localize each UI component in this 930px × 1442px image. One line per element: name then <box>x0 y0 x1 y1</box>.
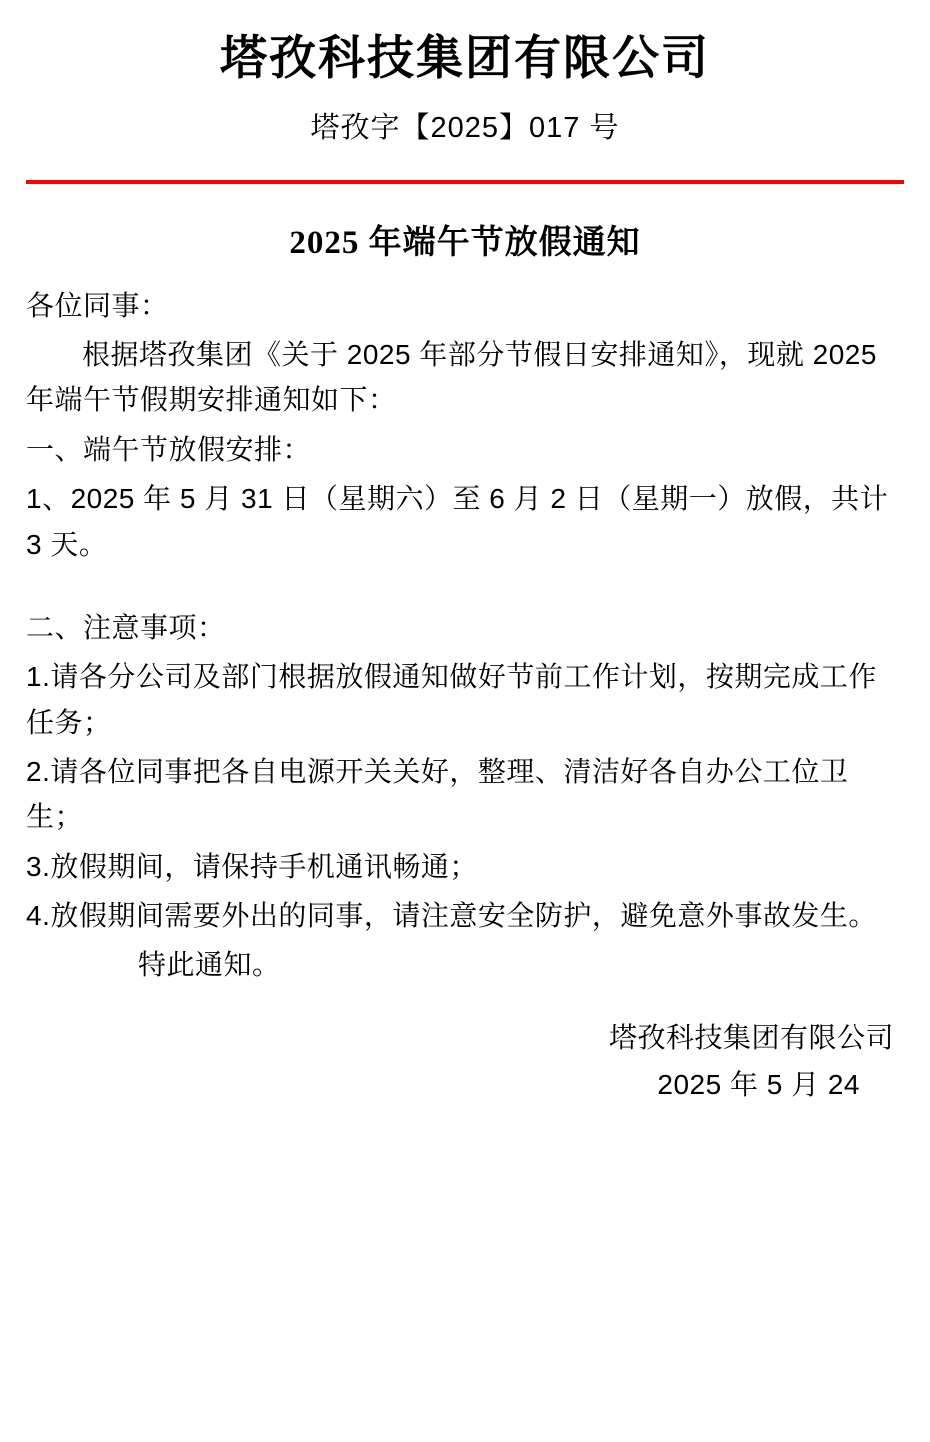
closing-statement: 特此通知。 <box>138 949 281 981</box>
document-title: 2025 年端午节放假通知 <box>289 224 641 261</box>
salutation: 各位同事： <box>26 289 169 321</box>
section-spacer <box>26 571 904 605</box>
section-two-heading: 二、注意事项： <box>26 611 226 643</box>
red-divider-rule <box>26 180 904 184</box>
signature-date: 2025 年 5 月 24 <box>657 1069 860 1101</box>
section-two-item: 2.请各位同事把各自电源开关关好，整理、清洁好各自办公工位卫生； <box>26 755 849 833</box>
section-two-item: 3.放假期间，请保持手机通讯畅通； <box>26 850 478 882</box>
section-two-item: 4.放假期间需要外出的同事，请注意安全防护，避免意外事故发生。 <box>26 900 877 932</box>
document-body <box>26 283 904 988</box>
organization-name: 塔孜科技集团有限公司 <box>220 33 710 85</box>
signature-block <box>26 1014 904 1109</box>
document-number: 塔孜字【2025】017 号 <box>310 111 620 144</box>
intro-paragraph: 根据塔孜集团《关于 2025 年部分节假日安排通知》，现就 2025 年端午节假期安排通知如下： <box>26 339 877 416</box>
section-one-item: 1、2025 年 5 月 31 日（星期六）至 6 月 2 日（星期一）放假，共计 3 天。 <box>26 483 889 560</box>
section-two-item: 1.请各分公司及部门根据放假通知做好节前工作计划，按期完成工作任务； <box>26 661 877 738</box>
section-one-heading: 一、端午节放假安排： <box>26 433 312 465</box>
signature-organization: 塔孜科技集团有限公司 <box>608 1021 894 1053</box>
